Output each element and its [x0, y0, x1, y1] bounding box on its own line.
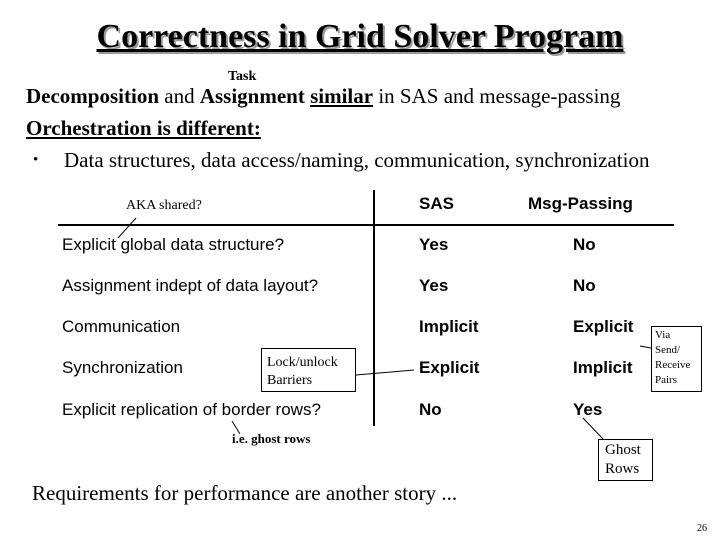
ghost-rows-connector [583, 418, 604, 440]
lock-line-2: Barriers [267, 373, 313, 388]
aka-shared-note: AKA shared? [126, 198, 202, 213]
ghost-line-2: Rows [605, 461, 640, 477]
row-msg-value: No [573, 235, 596, 254]
row-msg-value: No [573, 276, 596, 295]
orchestration-heading: Orchestration is different: [26, 116, 261, 140]
requirements-text: Requirements for performance are another story ... [32, 481, 458, 505]
via-send-receive-box [651, 326, 702, 392]
via-line-3: Receive [655, 359, 691, 371]
ghost-rows-small-note: i.e. ghost rows [232, 431, 311, 446]
page-number: 26 [697, 523, 707, 534]
via-line-2: Send/ [655, 344, 681, 356]
decomposition-word: Decomposition [26, 84, 159, 108]
row-sas-value: No [419, 400, 442, 419]
row-sas-value: Yes [419, 276, 449, 295]
row-sas-value: Implicit [419, 317, 479, 336]
similar-word: similar [310, 84, 374, 108]
row-label: Explicit replication of border rows? [62, 400, 321, 419]
via-line-1: Via [655, 329, 671, 341]
row-msg-value: Implicit [573, 358, 633, 377]
row-sas-value: Explicit [419, 358, 480, 377]
row-label: Synchronization [62, 358, 183, 377]
lock-connector [356, 370, 414, 375]
row-label: Communication [62, 317, 181, 336]
via-line-4: Pairs [655, 374, 677, 386]
row-sas-value: Yes [419, 235, 449, 254]
and-text: and [159, 84, 200, 108]
lock-barriers-box [261, 348, 356, 392]
lock-line-1: Lock/unlock [267, 355, 338, 370]
slide-title: Correctness in Grid Solver Program [96, 18, 624, 55]
bullet-dot: • [33, 152, 39, 168]
header-sas: SAS [419, 194, 454, 213]
row-msg-value: Yes [573, 400, 603, 419]
ghost-line-1: Ghost [605, 442, 641, 458]
bullet-text: Data structures, data access/naming, communication, synchronization [64, 148, 650, 172]
header-msg-passing: Msg-Passing [528, 194, 633, 213]
row-label: Explicit global data structure? [62, 235, 285, 254]
decomposition-line-rest: in SAS and message-passing [373, 84, 621, 108]
assignment-word: Assignment [199, 84, 305, 108]
aka-connector [118, 218, 136, 238]
row-msg-value: Explicit [573, 317, 634, 336]
row-label: Assignment indept of data layout? [62, 276, 319, 295]
ghost-rows-box [598, 439, 653, 481]
task-annotation: Task [228, 69, 257, 84]
via-connector [640, 346, 651, 348]
